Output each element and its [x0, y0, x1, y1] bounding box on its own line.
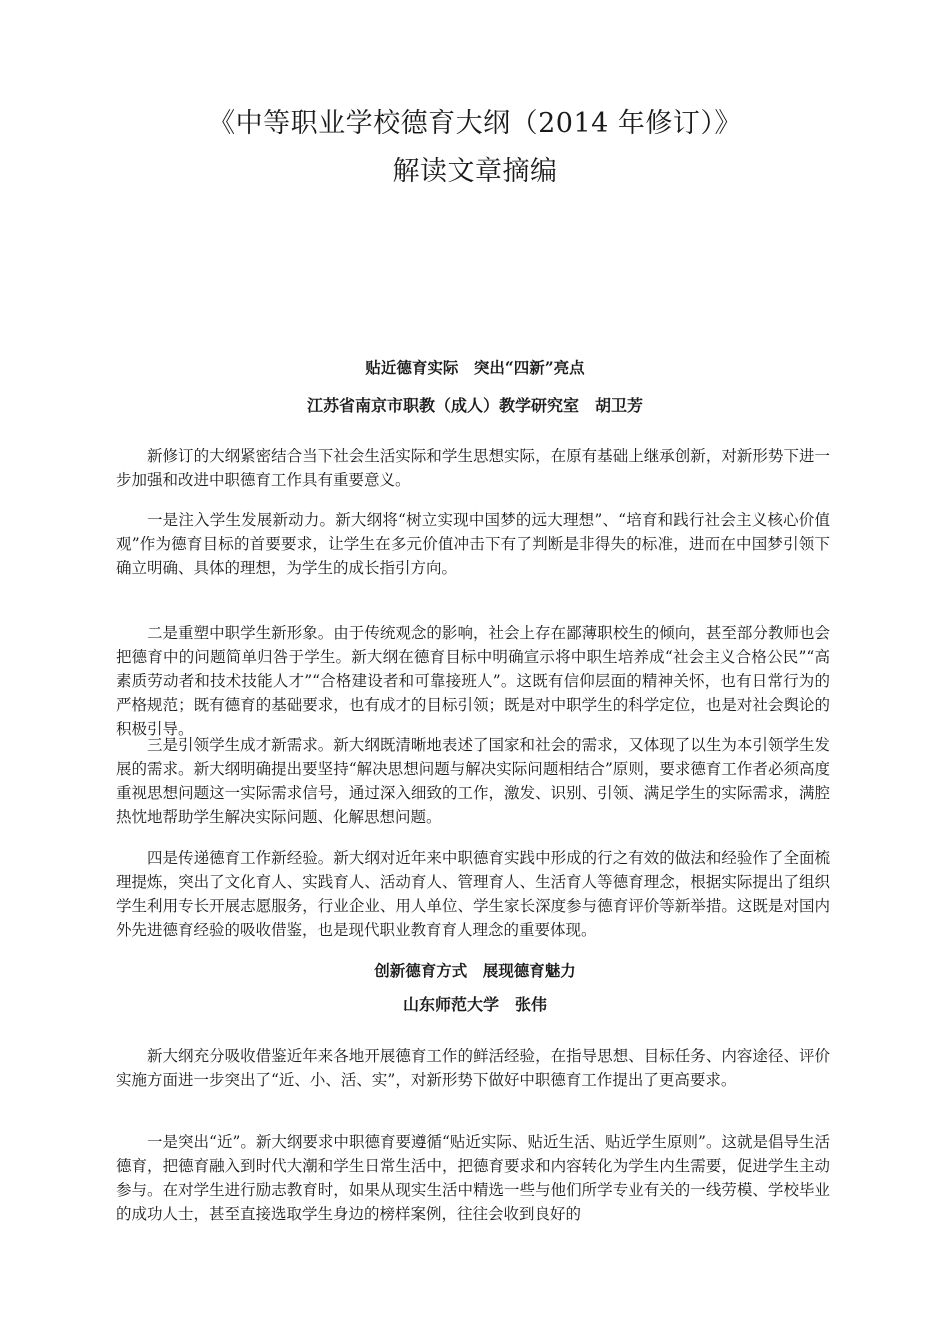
section-1-paragraph-point-3: 三是引领学生成才新需求。新大纲既清晰地表述了国家和社会的需求，又体现了以生为本引领学生发展的需求。新大纲明确提出要坚持“解决思想问题与解决实际问题相结合”原则，要求德育工作者必须高度重视思想问题这一实际需求信号，通过深入细致的工作，激发、识别、引领、满足学生的实际需求，满腔热忱地帮助学生解决实际问题、化解思想问题。 [116, 736, 830, 826]
section-2-paragraph-intro: 新大纲充分吸收借鉴近年来各地开展德育工作的鲜活经验，在指导思想、目标任务、内容途径、评价实施方面进一步突出了“近、小、活、实”，对新形势下做好中职德育工作提出了更高要求。 [116, 1047, 830, 1089]
section-1-paragraph-point-2: 二是重塑中职学生新形象。由于传统观念的影响，社会上存在鄙薄职校生的倾向，甚至部分教师也会把德育中的问题简单归咎于学生。新大纲在德育目标中明确宣示将中职生培养成“社会主义合格公民”“高素质劳动者和技术技能人才”“合格建设者和可靠接班人”。这既有信仰层面的精神关怀，也有日常行为的严格规范；既有德育的基础要求，也有成才的目标引领；既是对中职学生的科学定位，也是对社会舆论的积极引导。 [116, 624, 830, 738]
section-1-title: 贴近德育实际 突出“四新”亮点 [365, 358, 585, 377]
document-title: 《中等职业学校德育大纲（2014 年修订）》 [208, 108, 742, 139]
document-subtitle: 解读文章摘编 [392, 156, 558, 187]
section-1-paragraph-intro: 新修订的大纲紧密结合当下社会生活实际和学生思想实际，在原有基础上继承创新，对新形势下进一步加强和改进中职德育工作具有重要意义。 [116, 447, 830, 489]
section-1-author: 江苏省南京市职教（成人）教学研究室 胡卫芳 [306, 396, 643, 415]
section-2-title: 创新德育方式 展现德育魅力 [374, 961, 576, 980]
section-2-paragraph-point-1: 一是突出“近”。新大纲要求中职德育要遵循“贴近实际、贴近生活、贴近学生原则”。这就是倡导生活德育，把德育融入到时代大潮和学生日常生活中，把德育要求和内容转化为学生内生需要，促进学生主动参与。在对学生进行励志教育时，如果从现实生活中精选一些与他们所学专业有关的一线劳模、学校毕业的成功人士，甚至直接选取学生身边的榜样案例，往往会收到良好的 [116, 1133, 830, 1223]
section-1-paragraph-point-4: 四是传递德育工作新经验。新大纲对近年来中职德育实践中形成的行之有效的做法和经验作了全面梳理提炼，突出了文化育人、实践育人、活动育人、管理育人、生活育人等德育理念，根据实际提出了组织学生利用专长开展志愿服务，行业企业、用人单位、学生家长深度参与德育评价等新举措。这既是对国内外先进德育经验的吸收借鉴，也是现代职业教育育人理念的重要体现。 [116, 849, 830, 939]
section-2-author: 山东师范大学 张伟 [402, 995, 547, 1014]
section-1-paragraph-point-1: 一是注入学生发展新动力。新大纲将“树立实现中国梦的远大理想”、“培育和践行社会主义核心价值观”作为德育目标的首要要求，让学生在多元价值冲击下有了判断是非得失的标准，进而在中国梦引领下确立明确、具体的理想，为学生的成长指引方向。 [116, 511, 830, 577]
